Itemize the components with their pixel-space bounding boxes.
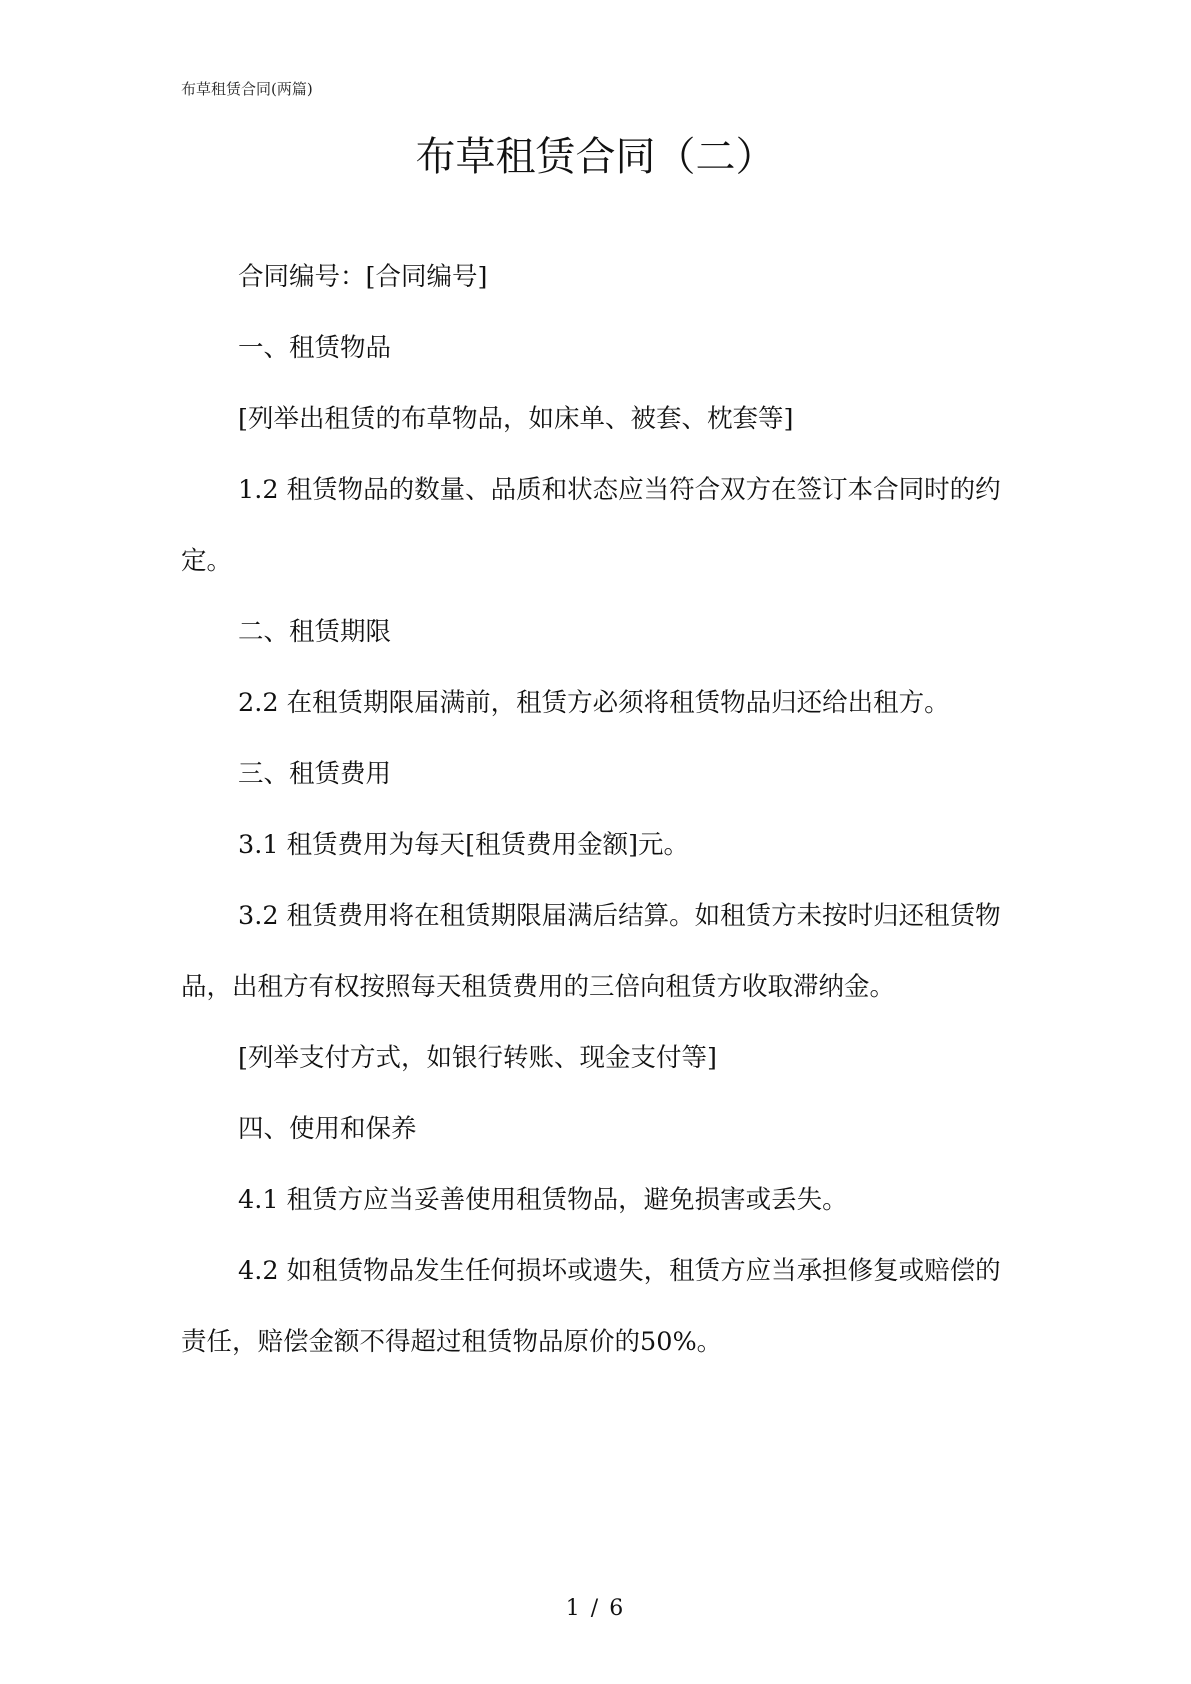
clause-3-1: 3.1 租赁费用为每天[租赁费用金额]元。 xyxy=(238,830,690,860)
page-number: 1 / 6 xyxy=(565,1596,626,1621)
document-title: 布草租赁合同（二） xyxy=(415,134,776,180)
clause-2-2: 2.2 在租赁期限届满前，租赁方必须将租赁物品归还给出租方。 xyxy=(238,688,950,718)
contract-number-line: 合同编号：[合同编号] xyxy=(238,262,488,292)
placeholder-items: [列举出租赁的布草物品，如床单、被套、枕套等] xyxy=(238,404,794,434)
document-body xyxy=(181,242,1001,1378)
section-heading-2: 二、租赁期限 xyxy=(238,617,392,647)
clause-4-1: 4.1 租赁方应当妥善使用租赁物品，避免损害或丢失。 xyxy=(238,1185,848,1215)
clause-1-2: 1.2 租赁物品的数量、品质和状态应当符合双方在签订本合同时的约定。 xyxy=(181,475,1001,576)
section-heading-4: 四、使用和保养 xyxy=(238,1114,417,1144)
section-heading-3: 三、租赁费用 xyxy=(238,759,392,789)
section-heading-1: 一、租赁物品 xyxy=(238,333,392,363)
clause-3-2: 3.2 租赁费用将在租赁期限届满后结算。如租赁方未按时归还租赁物品，出租方有权按照每天租赁费用的三倍向租赁方收取滞纳金。 xyxy=(181,901,1001,1002)
placeholder-payment: [列举支付方式，如银行转账、现金支付等] xyxy=(238,1043,717,1073)
clause-4-2: 4.2 如租赁物品发生任何损坏或遗失，租赁方应当承担修复或赔偿的责任，赔偿金额不得超过租赁物品原价的50%。 xyxy=(181,1256,1001,1357)
running-header: 布草租赁合同(两篇) xyxy=(181,80,313,98)
